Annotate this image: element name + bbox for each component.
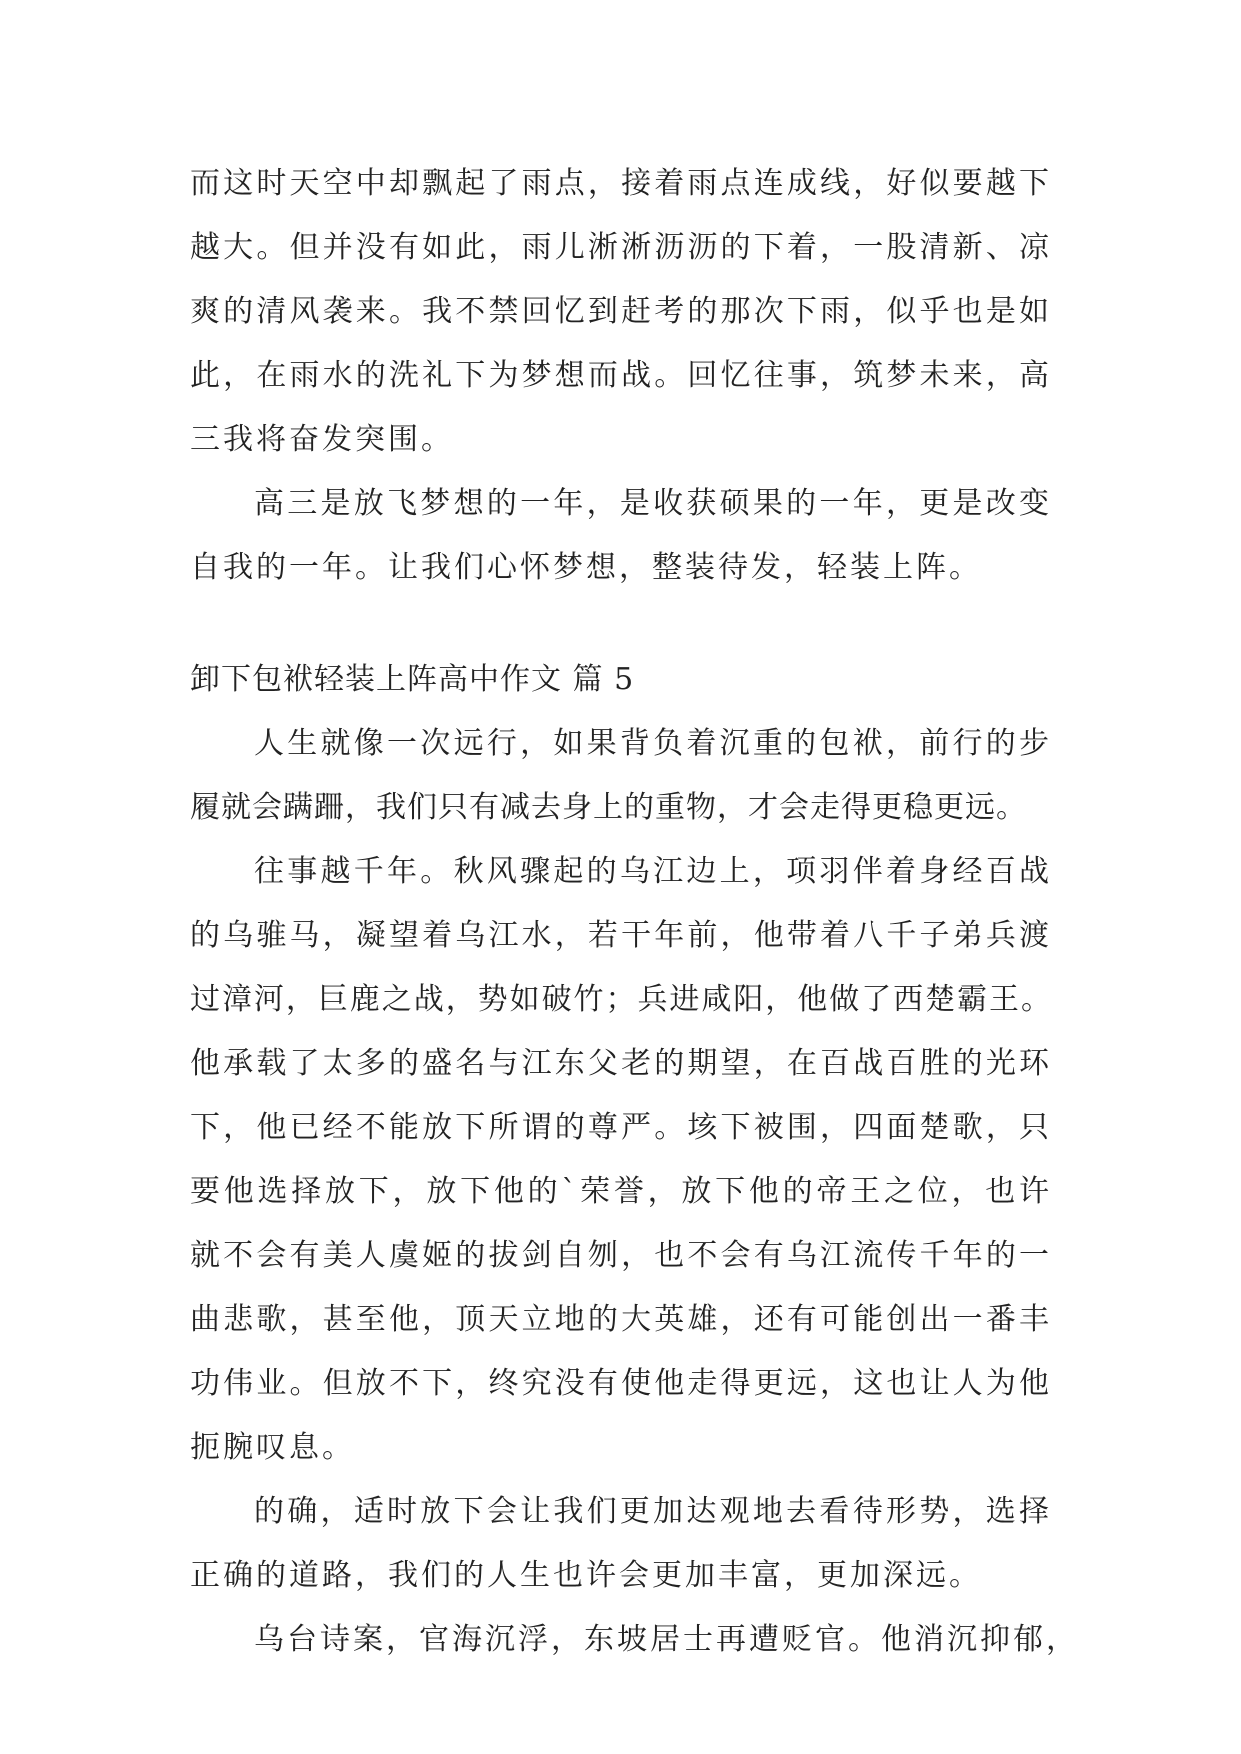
essay-body [190,152,1079,1672]
paragraph [190,712,1052,840]
text-line: 下，他已经不能放下所谓的尊严。垓下被围，四面楚歌，只 [190,1110,1052,1145]
text-line: 要他选择放下，放下他的`荣誉，放下他的帝王之位，也许 [190,1174,1052,1209]
text-line: 过漳河，巨鹿之战，势如破竹；兵进咸阳，他做了西楚霸王。 [190,982,1052,1017]
text-line: 履就会蹒跚，我们只有减去身上的重物，才会走得更稳更远。 [190,790,1027,825]
text-line: 此，在雨水的洗礼下为梦想而战。回忆往事，筑梦未来，高 [190,358,1052,393]
paragraph [190,152,1052,472]
text-line: 的乌骓马，凝望着乌江水，若干年前，他带着八千子弟兵渡 [190,918,1052,953]
paragraph [190,1608,1079,1672]
text-line: 自我的一年。让我们心怀梦想，整装待发，轻装上阵。 [190,550,982,585]
text-line: 高三是放飞梦想的一年，是收获硕果的一年，更是改变 [254,486,1052,521]
text-line: 而这时天空中却飘起了雨点，接着雨点连成线，好似要越下 [190,166,1052,201]
text-line: 他承载了太多的盛名与江东父老的期望，在百战百胜的光环 [190,1046,1052,1081]
text-line: 功伟业。但放不下，终究没有使他走得更远，这也让人为他 [190,1366,1052,1401]
text-line: 就不会有美人虞姬的拔剑自刎，也不会有乌江流传千年的一 [190,1238,1052,1273]
paragraph [190,1480,1052,1608]
text-line: 往事越千年。秋风骤起的乌江边上，项羽伴着身经百战 [254,854,1052,889]
text-line: 曲悲歌，甚至他，顶天立地的大英雄，还有可能创出一番丰 [190,1302,1052,1337]
text-line: 三我将奋发突围。 [190,422,454,457]
text-line: 人生就像一次远行，如果背负着沉重的包袱，前行的步 [254,726,1052,761]
text-line: 正确的道路，我们的人生也许会更加丰富，更加深远。 [190,1558,982,1593]
text-line: 爽的清风袭来。我不禁回忆到赶考的那次下雨，似乎也是如 [190,294,1052,329]
text-line: 扼腕叹息。 [190,1430,355,1465]
text-line: 越大。但并没有如此，雨儿淅淅沥沥的下着，一股清新、凉 [190,230,1052,265]
text-line: 乌台诗案，官海沉浮，东坡居士再遭贬官。他消沉抑郁， [254,1622,1079,1657]
paragraph [190,840,1052,1480]
text-line: 的确，适时放下会让我们更加达观地去看待形势，选择 [254,1494,1052,1529]
paragraph [190,472,1052,600]
section-heading: 卸下包袱轻装上阵高中作文 篇 5 [190,662,635,697]
